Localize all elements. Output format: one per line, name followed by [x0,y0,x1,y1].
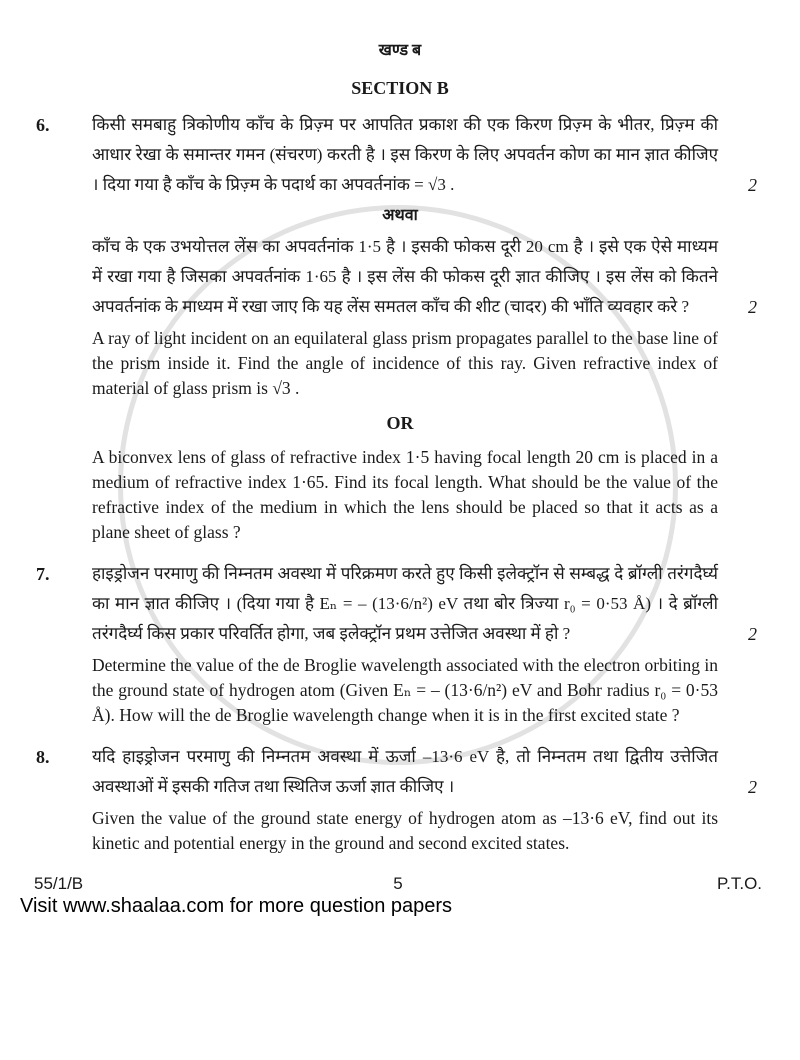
visit-link[interactable]: Visit www.shaalaa.com for more question papers [20,895,453,917]
pto-label: P.T.O. [716,874,763,893]
page-number: 5 [393,874,403,893]
section-heading: SECTION B [351,78,449,98]
question-text-hindi: किसी समबाहु त्रिकोणीय काँच के प्रिज़्म पर आपतित प्रकाश की एक किरण प्रिज़्म के भीतर, प्रिज़्म की आधार रेखा के समान्तर गमन (संचरण) करती है । इस किरण के लिए अपवर्तन कोण का मान ज्ञात कीजिए । दिया गया है काँच के प्रिज़्म के पदार्थ का अपवर्तनांक = √3 . [92,115,718,194]
question-alt-text-hindi: काँच के एक उभयोत्तल लेंस का अपवर्तनांक 1·5 है । इसकी फोकस दूरी 20 cm है । इसे एक ऐसे माध्यम में रखा गया है जिसका अपवर्तनांक 1·65 है । इस लेंस की फोकस दूरी ज्ञात कीजिए । इस लेंस को कितने अपवर्तनांक के माध्यम में रखा जाए कि यह लेंस समतल काँच की शीट (चादर) की भाँति व्यवहार करे ? [92,237,718,316]
question-alt-text-english: A biconvex lens of glass of refractive index 1·5 having focal length 20 cm is placed in a medium of refractive index 1·65. Find its focal length. What should be the value of the refractive index of the medium in which the lens should be placed so that it acts as a plane sheet of glass ? [92,447,718,542]
section-heading-hindi: खण्ड ब [378,42,422,59]
marks: 2 [748,297,757,317]
or-divider-hindi: अथवा [382,207,418,224]
question-8 [36,742,764,860]
question-text-english: A ray of light incident on an equilateral glass prism propagates parallel to the base line of the prism inside it. Find the angle of incidence of this ray. Given refractive index of material of glass prism is √3 . [92,328,718,398]
question-7 [36,559,764,732]
paper-code: 55/1/B [34,874,84,893]
question-text-english: Given the value of the ground state energy of hydrogen atom as –13·6 eV, find out its kinetic and potential energy in the ground and second excited states. [92,808,718,853]
or-divider: OR [386,413,414,433]
page-footer [34,874,762,894]
question-number: 8. [36,747,50,767]
marks: 2 [748,175,757,195]
question-text-hindi: यदि हाइड्रोजन परमाणु की निम्नतम अवस्था में ऊर्जा –13·6 eV है, तो निम्नतम तथा द्वितीय उत्तेजित अवस्थाओं में इसकी गतिज तथा स्थितिज ऊर्जा ज्ञात कीजिए । [92,747,718,796]
question-number: 7. [36,564,50,584]
marks: 2 [748,777,757,797]
question-text-hindi: हाइड्रोजन परमाणु की निम्नतम अवस्था में परिक्रमण करते हुए किसी इलेक्ट्रॉन से सम्बद्ध दे ब्रॉग्ली तरंगदैर्घ्य का मान ज्ञात कीजिए । (दिया गया है Eₙ = – (13·6/n²) eV तथा बोर त्रिज्या r₀ = 0·53 Å) । दे ब्रॉग्ली तरंगदैर्घ्य किस प्रकार परिवर्तित होगा, जब इलेक्ट्रॉन प्रथम उत्तेजित अवस्था में हो ? [92,564,718,643]
question-text-english: Determine the value of the de Broglie wavelength associated with the electron orbiting in the ground state of hydrogen atom (Given Eₙ = – (13·6/n²) eV and Bohr radius r₀ = 0·53 Å). How will the de Broglie wavelength change when it is in the first excited state ? [92,655,718,725]
question-number: 6. [36,115,50,135]
marks: 2 [748,624,757,644]
question-6 [36,110,764,549]
